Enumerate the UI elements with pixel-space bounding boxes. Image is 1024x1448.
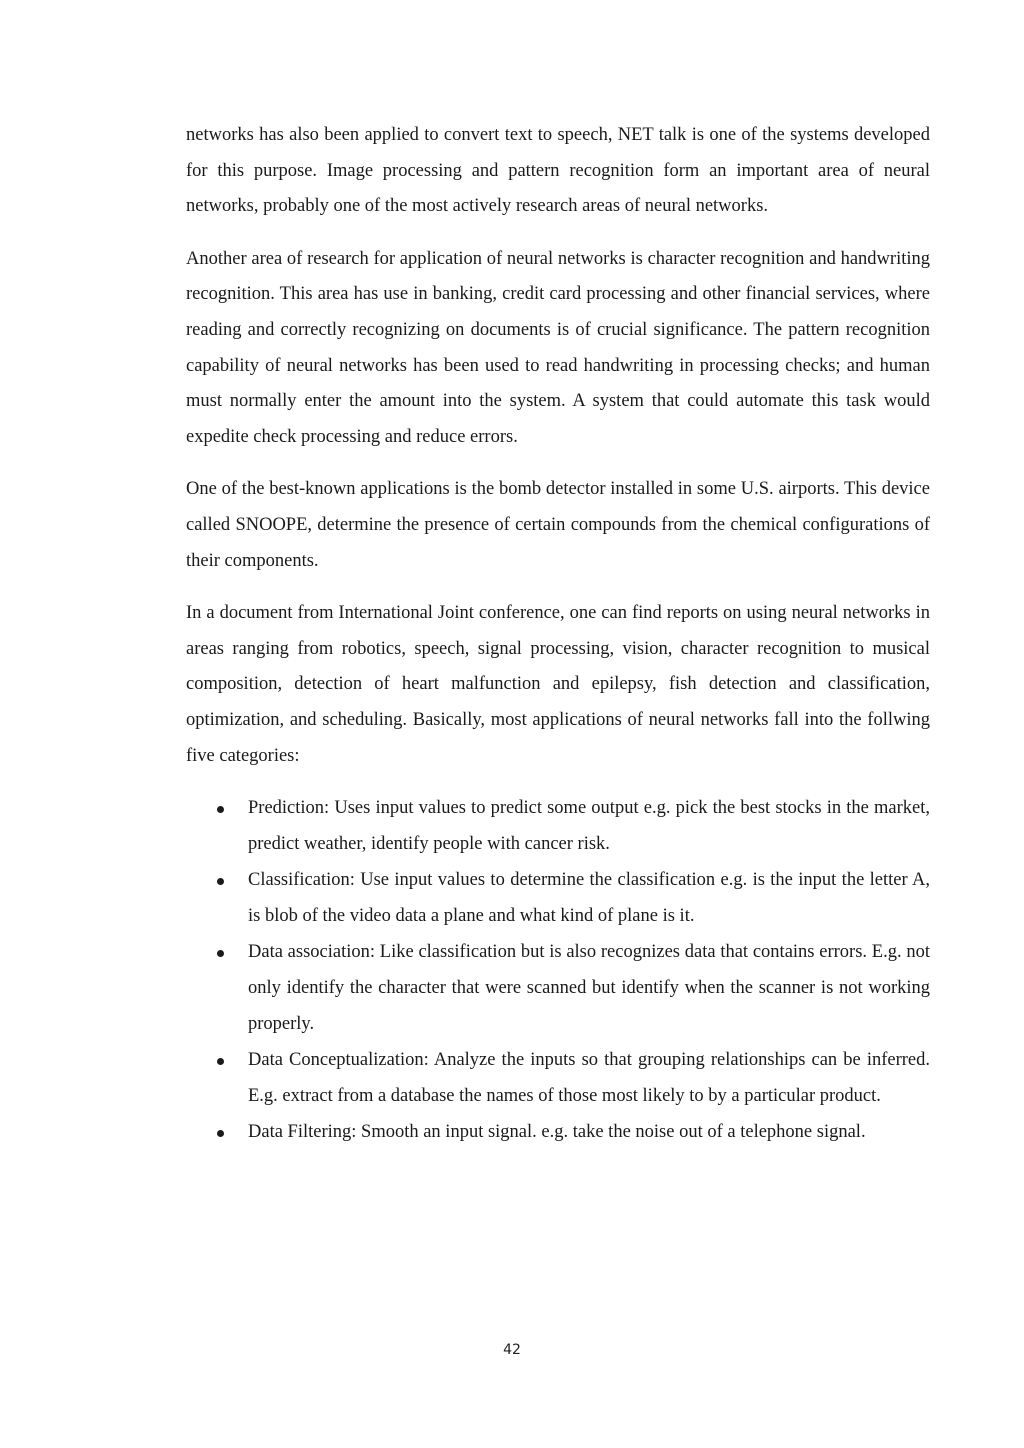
paragraph: One of the best-known applications is the bomb detector installed in some U.S. airports. This device called SNOOPE, determine the presence of certain compounds from the chemical configurations of their components. [186, 479, 930, 571]
list-item [186, 863, 930, 934]
page-number: 42 [503, 1342, 521, 1358]
list-item-text: Classification: Use input values to determine the classification e.g. is the input the letter A, is blob of the video data a plane and what kind of plane is it. [248, 870, 930, 926]
list-item [186, 791, 930, 862]
list-item-text: Data association: Like classification but is also recognizes data that contains errors. E.g. not only identify the character that were scanned but identify when the scanner is not working properly. [248, 942, 930, 1034]
paragraph: networks has also been applied to convert text to speech, NET talk is one of the systems developed for this purpose. Image processing and pattern recognition form an important area of neural networks, probably one of the most actively research areas of neural networks. [186, 125, 930, 217]
bullet-icon [217, 1058, 224, 1065]
list-item-text: Prediction: Uses input values to predict some output e.g. pick the best stocks in the market, predict weather, identify people with cancer risk. [248, 798, 930, 854]
bullet-icon [217, 878, 224, 885]
bullet-icon [217, 950, 224, 957]
bullet-icon [217, 806, 224, 813]
list-item [186, 1115, 930, 1151]
page-body [186, 118, 930, 1152]
list-item [186, 1043, 930, 1114]
list-item-text: Data Filtering: Smooth an input signal. e.g. take the noise out of a telephone signal. [248, 1122, 866, 1143]
paragraph: Another area of research for application of neural networks is character recognition and handwriting recognition. This area has use in banking, credit card processing and other financial services, where reading and correctly recognizing on documents is of crucial significance. The pattern recognition capability of neural networks has been used to read handwriting in processing checks; and human must normally enter the amount into the system. A system that could automate this task would expedite check processing and reduce errors. [186, 248, 930, 447]
category-list [186, 791, 930, 1151]
bullet-icon [217, 1130, 224, 1137]
list-item [186, 935, 930, 1042]
paragraph: In a document from International Joint conference, one can find reports on using neural networks in areas ranging from robotics, speech, signal processing, vision, character recognition to musical composition, detection of heart malfunction and epilepsy, fish detection and classification, optimization, and scheduling. Basically, most applications of neural networks fall into the follwing five categories: [186, 603, 930, 766]
list-item-text: Data Conceptualization: Analyze the inputs so that grouping relationships can be inferred. E.g. extract from a database the names of those most likely to by a particular product. [248, 1050, 930, 1106]
